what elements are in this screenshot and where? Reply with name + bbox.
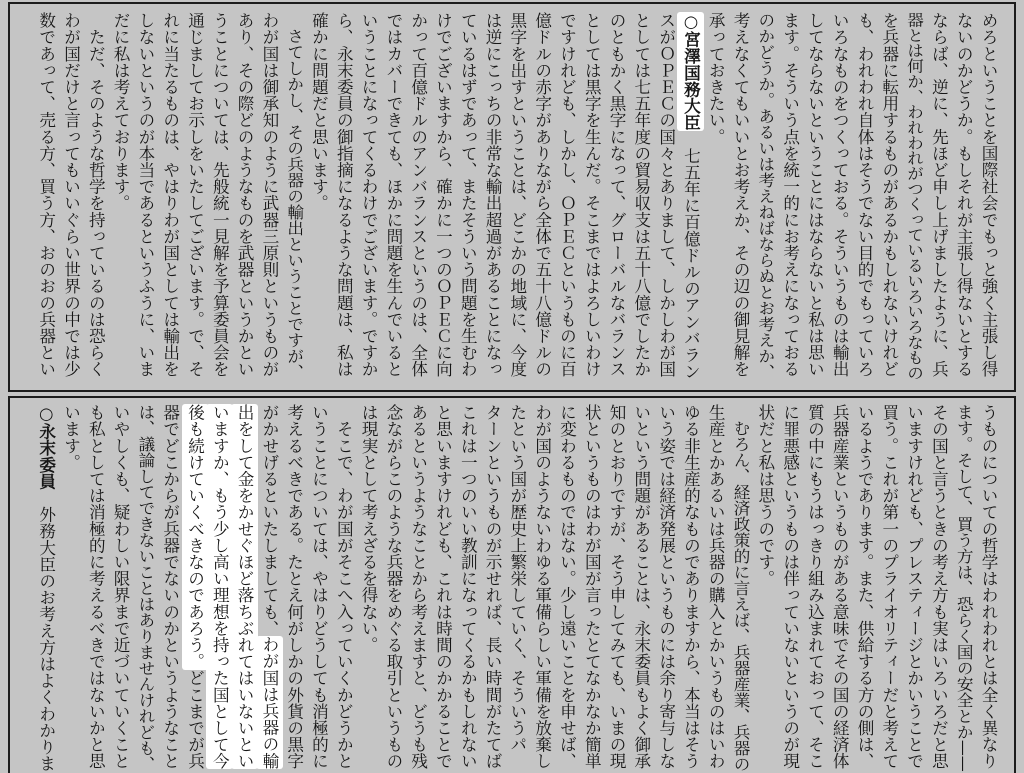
text-column: いるようであります。また、供給する方の側は、 [855,404,875,770]
text-column: と思いますけれども、これは時間のかかることで [433,404,453,770]
text-column: ているはずであって、またそういう問題を生むわ [458,12,478,378]
text-column: 億ドルの赤字がありながら全体で五十八億ドルの [532,12,552,378]
text-column: は現実として考えざるを得ない。 [359,404,379,653]
text-column: あるというようなことから考えますと、どうも残 [408,404,428,770]
highlighted-text: いますか、もう少し高い理想を持った国として今 [206,404,233,769]
text-column: けでございますから、確かに一つのＯＰＥＣに向 [433,12,453,378]
text-column: スがＯＰＥＣの国々とありまして、しかしわが国 [656,12,676,378]
text-column: 質の中にもうはっきり組み込まれておって、そこ [805,404,825,770]
text-column: に変わるものではない。少し遠いことを申せば、 [557,404,577,770]
text-column: いやしくも、疑わしい限界まで近づいていくこと [111,404,131,770]
text-column: ですけれども、しかし、ＯＰＥＣというものに百 [557,12,577,378]
text-column: いうことについては、やはりどうしても消極的に [309,404,329,770]
text-column: たという国が歴史上繁栄していく、そういうパ [507,404,527,753]
text-column: あり、その際どのようなものを武器というかとい [235,12,255,378]
speaker-name: ○永末委員 [36,404,56,490]
highlighted-text: 出をして金をかせぐほど落ちぶれてはいないとい [231,404,258,769]
text-column: してならないということにはならないと私は思い [805,12,825,378]
text-column: いろなものをつくっておる。そういうものは輸出 [830,12,850,378]
text-segment: がかせげるといたしましても、 [259,404,279,637]
text-column [182,404,207,772]
text-column: ならば、逆に、先ほど申し上げましたように、兵 [929,12,949,378]
text-column: 状というものはわが国が言ったとてなかなか簡単 [582,404,602,770]
text-column: むろん、経済政策的に言えば、兵器産業、兵器の [731,404,751,772]
text-column: れに当たるものは、やはりわが国としては輸出を [160,12,180,378]
text-column: これは一つのいい教訓になってくるかもしれない [458,404,478,770]
text-column: 生産とかあるいは兵器の購入とかいうものはいわ [706,404,726,770]
text-column: 考えるべきである。たとえ何がしかの外貨の黒字 [284,404,304,770]
text-column: ただ、そのような哲学を持っているのは恐らく [86,12,106,378]
text-column: は、議論してできないことはありませんけれども、 [135,404,155,772]
text-column: も私としては消極的に考えるべきではないかと思 [86,404,106,770]
text-column: も、われわれ自体はそうでない目的でもっていろ [855,12,875,378]
text-column: 数であって、売る方、買う方、おのおの兵器とい [36,12,56,378]
text-segment: 七五年に百億ドルのアンバラン [681,130,701,380]
text-column: いう姿では経済発展というものには余り寄与しな [656,404,676,770]
text-segment: 外務大臣のお考え方はよくわかりま [36,489,56,772]
text-column: 器でどこからが兵器でないのかというようなこと [160,404,180,770]
text-column: を兵器に転用するものがあるかもしれないけれど [879,12,899,378]
highlighted-speaker-name: ○宮澤国務大臣 [677,12,704,131]
text-column: に罪悪感というものは伴っていないというのが現 [780,404,800,770]
text-column: そこで、わが国がそこへ入っていくかどうかと [334,404,354,770]
text-column: だに私は考えております。 [111,12,131,212]
upper-text-columns [32,12,1000,382]
text-column: 承っておきたい。 [706,12,726,145]
text-column: 器とは何か、われわれがつくっているいろいろなもの [904,12,924,381]
text-column: いうことになってくるわけでございます。ですか [359,12,379,378]
upper-text-panel [8,2,1016,392]
text-column: 買う。これが第一のプライオリティーだと考えて [879,404,899,770]
text-column: いという問題があることは、永末委員もよく御承 [631,404,651,770]
text-column: ゆる非生産的なものでありますから、本当はそう [681,404,701,770]
text-column: 黒字を出すということは、どこかの地域に、今度 [507,12,527,378]
text-column: としては七五年度の貿易収支は五十八億でしたか [631,12,651,378]
text-column: ます。そして、買う方は、恐らく国の安全とか—— [954,404,974,772]
text-column: いますけれども、プレスティージとかいうことで [904,404,924,770]
text-column [678,12,703,380]
text-column: います。 [61,404,81,471]
text-column [231,404,256,772]
text-column: ます。そういう点を統一的にお考えになっておる [780,12,800,378]
text-column: わが国は御承知のように武器三原則というものが [259,12,279,378]
text-column: さてしかし、その兵器の輸出ということですが、 [284,12,304,380]
text-column: わが国のようないわゆる軍備らしい軍備を放棄し [532,404,552,770]
text-column: 知のとおりですが、そう申してみても、いまの現 [607,404,627,770]
text-column: ではカバーできても、ほかに問題を生んでいると [383,12,403,378]
text-column: 兵器産業というものがある意味でその国の経済体 [830,404,850,770]
text-column: ら、永末委員の御指摘になるような問題は、私は [334,12,354,378]
text-column: うことについては、先般統一見解を予算委員会を [210,12,230,378]
text-column [256,404,281,772]
text-column: かって百億ドルのアンバランスというのは、全体 [408,12,428,378]
text-column: 確かに問題だと思います。 [309,12,329,212]
text-column: うものについての哲学はわれわれとは全く異なり [979,404,998,770]
text-column: 通じましてお示しをいたしてございます。で、そ [185,12,205,378]
text-column: めろということを国際社会でもっと強く主張し得 [979,12,998,378]
text-column: としては黒字を生んだ。そこまではよろしいわけ [582,12,602,378]
text-column [207,404,232,772]
text-column: しないというのが本当であるというふうに、いま [135,12,155,378]
text-column: 考えなくてもいいとお考えか、その辺の御見解を [731,12,751,378]
lower-text-columns [32,404,1000,773]
text-column: のかどうか。あるいは考えねばならぬとお考えか、 [755,12,775,380]
lower-text-panel [8,396,1016,773]
text-column [33,404,58,772]
text-column: その国と言うときの考え方も実はいろいろだと思 [929,404,949,770]
text-column: 状だと私は思うのです。 [755,404,775,587]
text-column: ないのかどうか。もしそれが主張し得ないとする [954,12,974,378]
text-column: わが国だけと言ってもいいぐらい世界の中では少 [61,12,81,378]
highlighted-text: 後も続けていくべきなのであろう。 [182,404,209,670]
text-column: のともかく黒字になって、グローバルなバランス [607,12,627,378]
text-segment: どこまでが兵 [185,669,205,770]
text-column: は逆にこっちの非常な輸出超過があることになっ [483,12,503,378]
text-column: ターンというものが示せれば、長い時間がたてば [483,404,503,770]
highlighted-text: わが国は兵器の輸 [256,636,283,769]
text-column: 念ながらこのような兵器をめぐる取引というもの [383,404,403,770]
